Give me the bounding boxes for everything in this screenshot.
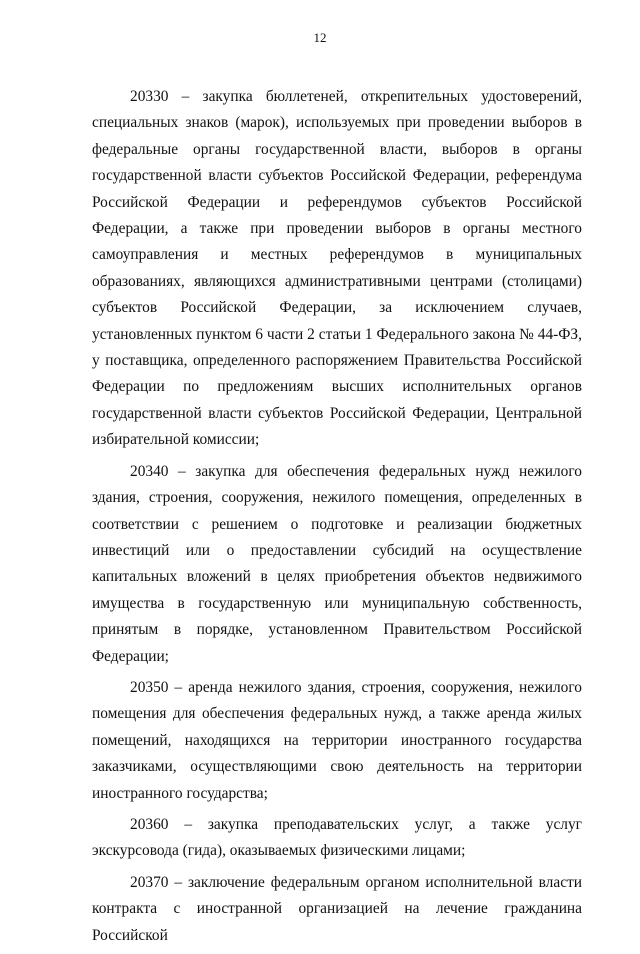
document-body [92, 84, 582, 954]
paragraph-20330: 20330 – закупка бюллетеней, открепительных удостоверений, специальных знаков (марок), используемых при проведении выборов в федеральные органы государственной власти, выборов в органы государственной власти субъектов Российской Федерации, референдума Российской Федерации и референдумов субъектов Российской Федерации, а также при проведении выборов в органы местного самоуправления и местных референдумов в муниципальных образованиях, являющихся административными центрами (столицами) субъектов Российской Федерации, за исключением случаев, установленных пунктом 6 части 2 статьи 1 Федерального закона № 44-ФЗ, у поставщика, определенного распоряжением Правительства Российской Федерации по предложениям высших исполнительных органов государственной власти субъектов Российской Федерации, Центральной избирательной комиссии; [92, 88, 582, 449]
paragraph-20360: 20360 – закупка преподавательских услуг, а также услуг экскурсовода (гида), оказываемых физическими лицами; [92, 815, 582, 860]
page-number: 12 [313, 30, 327, 45]
paragraph-20370: 20370 – заключение федеральным органом исполнительной власти контракта с иностранной организацией на лечение гражданина Российской [92, 873, 582, 944]
paragraph-20340: 20340 – закупка для обеспечения федеральных нужд нежилого здания, строения, сооружения, нежилого помещения, определенных в соответствии с решением о подготовке и реализации бюджетных инвестиций или о предоставлении субсидий на осуществление капитальных вложений в целях приобретения объектов недвижимого имущества в государственную или муниципальную собственность, принятым в порядке, установленном Правительством Российской Федерации; [92, 462, 582, 665]
paragraph-20350: 20350 – аренда нежилого здания, строения, сооружения, нежилого помещения для обеспечения федеральных нужд, а также аренда жилых помещений, находящихся на территории иностранного государства заказчиками, осуществляющими свою деятельность на территории иностранного государства; [92, 678, 582, 802]
